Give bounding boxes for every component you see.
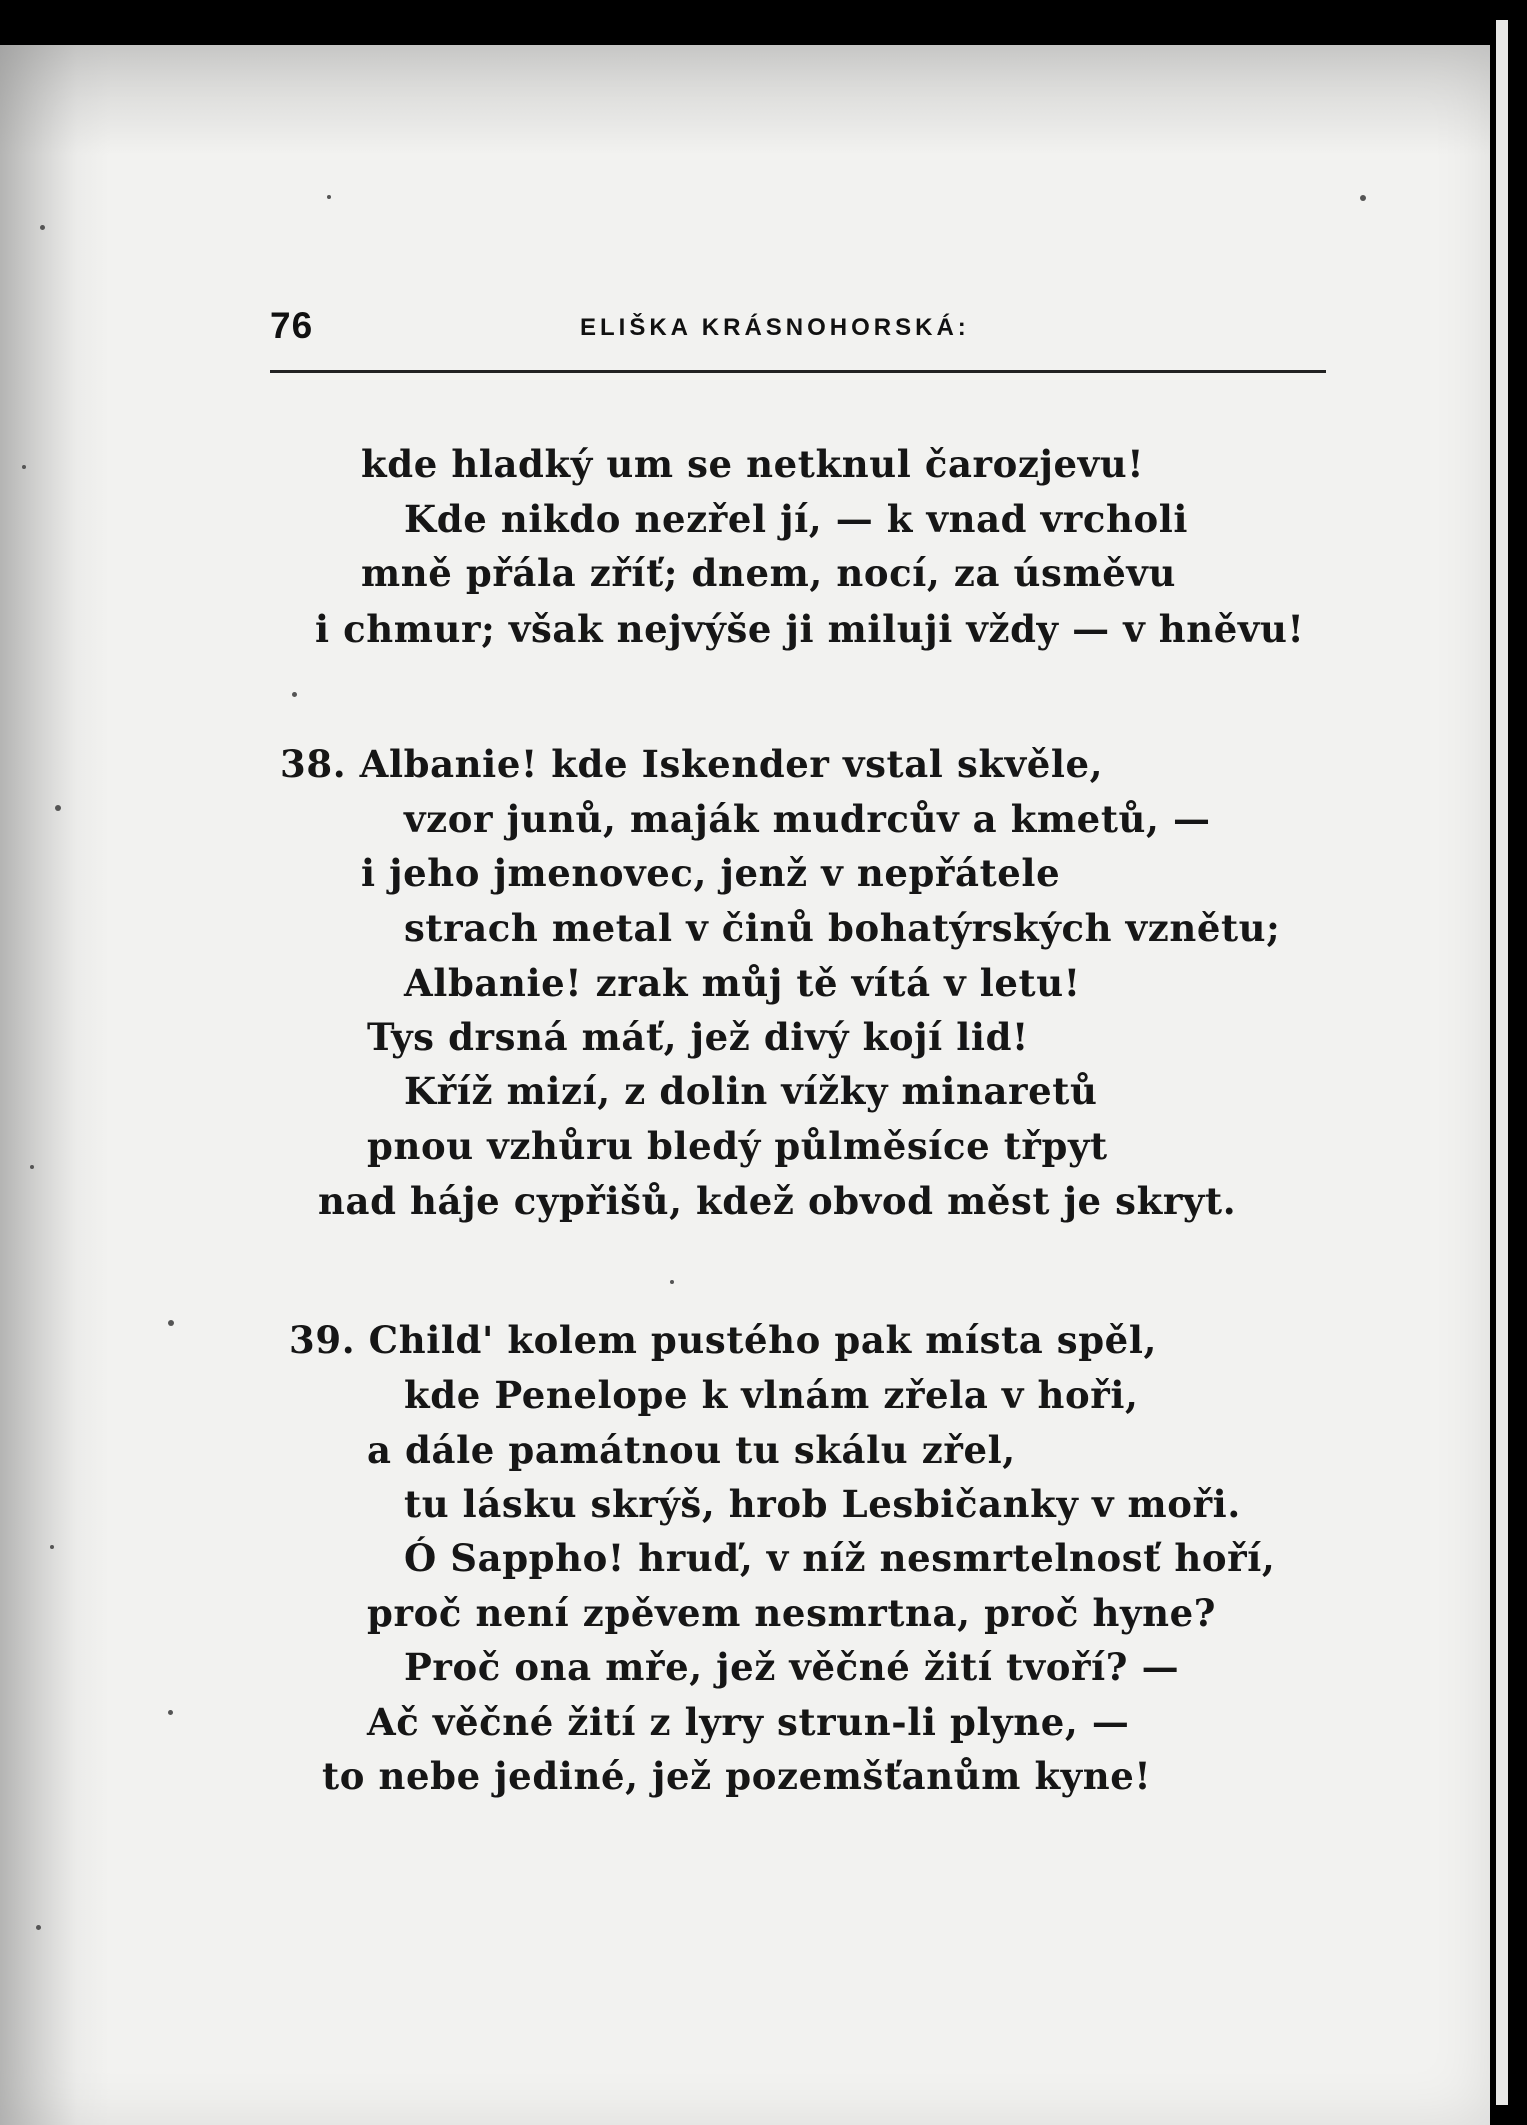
text-line: Proč ona mře, jež věčné žití tvoří? — [404,1645,1180,1689]
text-line: Albanie! zrak můj tě vítá v letu! [404,961,1081,1005]
text-line: nad háje cypřišů, kdež obvod měst je skryt. [318,1179,1237,1223]
running-head: ELIŠKA KRÁSNOHORSKÁ: [580,314,970,341]
text-line: i chmur; však nejvýše ji miluji vždy — v hněvu! [315,607,1305,651]
paper-speck [36,1925,41,1930]
page-number: 76 [270,305,314,346]
text-line: to nebe jediné, jež pozemšťanům kyne! [322,1754,1152,1798]
paper-speck [30,1165,34,1169]
text-line: kde Penelope k vlnám zřela v hoři, [404,1373,1139,1417]
page-top-shadow [0,45,1490,155]
text-line: vzor junů, maják mudrcův a kmetů, — [404,797,1211,841]
paper-speck [40,225,45,230]
adjacent-page-edge [1496,20,1508,2105]
paper-speck [50,1545,54,1549]
page-header [270,267,1326,346]
text-line: Tys drsná máť, jež divý kojí lid! [367,1015,1029,1059]
text-line: Kde nikdo nezřel jí, — k vnad vrcholi [404,497,1189,541]
paper-speck [292,692,297,697]
paper-speck [168,1710,173,1715]
text-line: a dále památnou tu skálu zřel, [367,1428,1016,1472]
paper-speck [670,1280,674,1284]
text-line: proč není zpěvem nesmrtna, proč hyne? [367,1591,1217,1635]
page-edge-shadow [0,45,110,2125]
text-line: tu lásku skrýš, hrob Lesbičanky v moři. [404,1482,1241,1526]
text-line: Ač věčné žití z lyry strun-li plyne, — [367,1700,1130,1744]
text-line: 39. Child' kolem pustého pak místa spěl, [289,1318,1157,1362]
text-line: i jeho jmenovec, jenž v nepřátele [361,851,1061,895]
text-line: kde hladký um se netknul čarozjevu! [361,442,1145,486]
text-line: strach metal v činů bohatýrských vznětu; [404,906,1281,950]
text-line: mně přála zříť; dnem, nocí, za úsměvu [361,551,1176,595]
text-line: pnou vzhůru bledý půlměsíce třpyt [367,1124,1108,1168]
header-rule [270,370,1326,373]
paper-speck [1360,195,1366,201]
paper-speck [22,465,26,469]
text-line: 38. Albanie! kde Iskender vstal skvěle, [280,742,1104,786]
paper-speck [168,1320,174,1326]
paper-speck [55,805,61,811]
text-line: Ó Sappho! hruď, v níž nesmrtelnosť hoří, [404,1536,1276,1580]
text-line: Kříž mizí, z dolin vížky minaretů [404,1069,1098,1113]
paper-speck [327,195,331,199]
